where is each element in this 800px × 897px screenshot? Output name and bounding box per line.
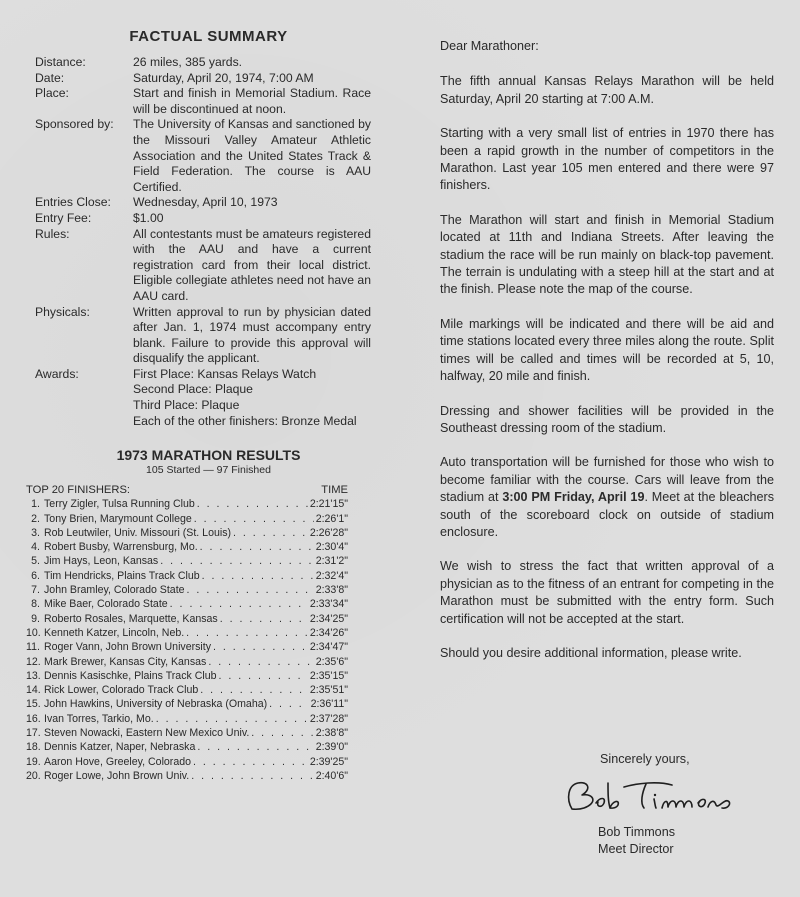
fact-place bbox=[26, 86, 371, 117]
result-time: 2:34'47" bbox=[309, 641, 348, 654]
fact-awards bbox=[26, 367, 371, 429]
result-time: 2:34'25" bbox=[309, 612, 348, 625]
signer-name: Bob Timmons bbox=[598, 825, 675, 839]
result-name: Jim Hays, Leon, Kansas bbox=[44, 555, 159, 568]
result-name: Dennis Katzer, Naper, Nebraska bbox=[44, 741, 196, 754]
letter-paragraph: Should you desire additional information, please write. bbox=[440, 645, 742, 660]
leader-dots bbox=[160, 554, 313, 568]
result-place: 12. bbox=[26, 655, 41, 668]
facts-list bbox=[26, 55, 371, 429]
award-item: Each of the other finishers: Bronze Medal bbox=[133, 413, 357, 428]
signer-title: Meet Director bbox=[598, 842, 674, 856]
result-time: 2:31'2" bbox=[315, 555, 348, 568]
result-name: John Hawkins, University of Nebraska (Omaha) bbox=[44, 698, 268, 711]
left-column bbox=[26, 28, 371, 783]
letter-closing: Sincerely yours, bbox=[600, 752, 690, 766]
fact-value: The University of Kansas and sanctioned by the Missouri Valley Amateur Athletic Association and the United States Track & Field Federation. The course is AAU Certified. bbox=[133, 117, 371, 194]
result-place: 4. bbox=[31, 541, 40, 554]
leader-dots bbox=[193, 755, 308, 769]
leader-dots bbox=[202, 569, 314, 583]
leader-dots bbox=[186, 626, 308, 640]
letter-greeting: Dear Marathoner: bbox=[440, 39, 539, 53]
result-name: Roger Vann, John Brown University bbox=[44, 641, 212, 654]
fact-label: Place: bbox=[35, 86, 69, 101]
fact-value: All contestants must be amateurs registered with the AAU and have a current registration card from their local district. Eligible collegiate athletes need not have an AAU card. bbox=[133, 226, 371, 303]
result-name: John Bramley, Colorado State bbox=[44, 584, 185, 597]
result-row bbox=[26, 655, 348, 669]
result-row bbox=[26, 497, 348, 511]
result-place: 6. bbox=[31, 569, 40, 582]
result-time: 2:40'6" bbox=[315, 769, 348, 782]
result-time: 2:38'8" bbox=[315, 727, 348, 739]
result-name: Terry Zigler, Tulsa Running Club bbox=[44, 498, 195, 511]
result-place: 17. bbox=[26, 727, 41, 739]
result-place: 10. bbox=[26, 626, 41, 639]
result-name: Dennis Kasischke, Plains Track Club bbox=[44, 669, 217, 682]
fact-label: Entry Fee: bbox=[35, 210, 92, 225]
leader-dots bbox=[197, 740, 313, 754]
result-row bbox=[26, 697, 348, 711]
letter-emphasis: 3:00 PM Friday, April 19 bbox=[502, 490, 645, 505]
leader-dots bbox=[219, 669, 308, 683]
result-place: 1. bbox=[31, 498, 40, 511]
result-row bbox=[26, 526, 348, 540]
leader-dots bbox=[170, 597, 308, 611]
result-row bbox=[26, 512, 348, 526]
result-time: 2:33'8" bbox=[315, 584, 348, 597]
result-row bbox=[26, 726, 348, 740]
result-time: 2:35'6" bbox=[315, 655, 348, 668]
result-row bbox=[26, 569, 348, 583]
result-row bbox=[26, 712, 348, 726]
result-row bbox=[26, 640, 348, 654]
fact-distance bbox=[26, 55, 371, 71]
summary-title: FACTUAL SUMMARY bbox=[129, 28, 288, 45]
result-name: Rob Leutwiler, Univ. Missouri (St. Louis) bbox=[44, 526, 232, 539]
result-name: Steven Nowacki, Eastern New Mexico Univ. bbox=[44, 727, 250, 739]
result-row bbox=[26, 669, 348, 683]
fact-value: Start and finish in Memorial Stadium. Race will be discontinued at noon. bbox=[133, 86, 371, 116]
leader-dots bbox=[156, 712, 308, 726]
result-row bbox=[26, 554, 348, 568]
result-place: 9. bbox=[31, 612, 40, 625]
fact-label: Entries Close: bbox=[35, 195, 111, 210]
result-name: Roger Lowe, John Brown Univ. bbox=[44, 769, 190, 782]
leader-dots bbox=[191, 769, 313, 783]
result-time: 2:26'28" bbox=[309, 526, 348, 539]
result-name: Tim Hendricks, Plains Track Club bbox=[44, 569, 200, 582]
results-header-label: TOP 20 FINISHERS: bbox=[26, 484, 131, 497]
fact-value: $1.00 bbox=[133, 210, 164, 225]
fact-value: 26 miles, 385 yards. bbox=[133, 55, 243, 69]
results-subtitle: 105 Started — 97 Finished bbox=[146, 464, 271, 477]
result-name: Robert Busby, Warrensburg, Mo. bbox=[44, 541, 198, 554]
result-row bbox=[26, 583, 348, 597]
letter-paragraph bbox=[440, 454, 774, 541]
result-row bbox=[26, 769, 348, 783]
fact-date bbox=[26, 71, 371, 87]
result-place: 7. bbox=[31, 584, 40, 597]
result-place: 15. bbox=[26, 698, 41, 711]
fact-label: Awards: bbox=[35, 366, 79, 381]
results-title: 1973 MARATHON RESULTS bbox=[116, 447, 301, 464]
result-place: 14. bbox=[26, 684, 41, 697]
result-place: 18. bbox=[26, 741, 41, 754]
result-place: 3. bbox=[31, 526, 40, 539]
result-row bbox=[26, 612, 348, 626]
result-time: 2:39'25" bbox=[309, 755, 348, 768]
result-time: 2:36'11" bbox=[310, 698, 348, 711]
leader-dots bbox=[213, 640, 308, 654]
fact-label: Sponsored by: bbox=[35, 117, 114, 132]
leader-dots bbox=[200, 540, 314, 554]
leader-dots bbox=[220, 612, 308, 626]
result-place: 5. bbox=[31, 555, 40, 568]
leader-dots bbox=[251, 726, 313, 740]
result-place: 20. bbox=[26, 769, 41, 782]
leader-dots bbox=[187, 583, 314, 597]
result-row bbox=[26, 683, 348, 697]
fact-entries-close bbox=[26, 195, 371, 211]
result-place: 19. bbox=[26, 755, 41, 768]
signature-image bbox=[558, 775, 738, 817]
leader-dots bbox=[194, 512, 314, 526]
result-time: 2:39'0" bbox=[315, 741, 348, 754]
result-time: 2:34'26" bbox=[309, 626, 348, 639]
result-row bbox=[26, 755, 348, 769]
fact-label: Date: bbox=[35, 70, 65, 85]
result-place: 11. bbox=[26, 641, 40, 654]
result-time: 2:35'51" bbox=[309, 684, 348, 697]
results-list bbox=[26, 497, 348, 783]
leader-dots bbox=[233, 526, 308, 540]
leader-dots bbox=[197, 497, 308, 511]
fact-value: Written approval to run by physician dated after Jan. 1, 1974 must accompany entry blank. Failure to provide this approval will disqualify the applicant. bbox=[133, 304, 371, 366]
result-place: 13. bbox=[26, 669, 41, 682]
result-row bbox=[26, 597, 348, 611]
fact-label: Physicals: bbox=[35, 304, 90, 319]
leader-dots bbox=[208, 655, 313, 669]
letter-paragraph: Starting with a very small list of entries in 1970 there has been a rapid growth in the number of competitors in the Marathon. Last year 105 men entered and there were 97 finishers. bbox=[440, 126, 774, 193]
letter-paragraph: Mile markings will be indicated and there will be aid and time stations located every three miles along the route. Split times will be called and times will be recorded at 5, 10, halfway, 20 mile and finish. bbox=[440, 316, 774, 384]
results-header-time: TIME bbox=[321, 484, 348, 497]
result-name: Tony Brien, Marymount College bbox=[44, 512, 192, 525]
result-row bbox=[26, 626, 348, 640]
fact-entry-fee bbox=[26, 211, 371, 227]
result-time: 2:35'15" bbox=[309, 669, 348, 682]
fact-sponsored-by bbox=[26, 117, 371, 195]
letter-paragraph: The Marathon will start and finish in Memorial Stadium located at 11th and Indiana Streets. After leaving the stadium the race will be run mainly on black-top pavement. The terrain is undulating with a steep hill at the start and at the finish. Please note the map of the course. bbox=[440, 212, 774, 297]
award-item: Third Place: Plaque bbox=[133, 398, 240, 413]
result-place: 2. bbox=[31, 512, 40, 525]
fact-value: Wednesday, April 10, 1973 bbox=[133, 195, 278, 210]
awards-list bbox=[133, 367, 371, 429]
result-name: Mark Brewer, Kansas City, Kansas bbox=[44, 655, 207, 668]
fact-rules bbox=[26, 227, 371, 305]
result-name: Aaron Hove, Greeley, Colorado bbox=[44, 755, 192, 768]
result-time: 2:26'1" bbox=[315, 512, 348, 525]
result-time: 2:33'34" bbox=[309, 598, 348, 611]
result-place: 8. bbox=[31, 598, 40, 611]
signer-block bbox=[598, 824, 675, 858]
letter-paragraph: The fifth annual Kansas Relays Marathon will be held Saturday, April 20 starting at 7:00 A.M. bbox=[440, 74, 774, 106]
result-row bbox=[26, 540, 348, 554]
fact-physicals bbox=[26, 305, 371, 367]
letter-paragraph: Dressing and shower facilities will be provided in the Southeast dressing room of the stadium. bbox=[440, 403, 774, 435]
letter-body bbox=[440, 38, 774, 662]
result-name: Rick Lower, Colorado Track Club bbox=[44, 684, 199, 697]
result-time: 2:30'4" bbox=[315, 541, 348, 554]
leader-dots bbox=[269, 697, 308, 711]
result-name: Mike Baer, Colorado State bbox=[44, 598, 168, 611]
award-item: First Place: Kansas Relays Watch bbox=[133, 366, 317, 381]
result-time: 2:37'28" bbox=[309, 712, 348, 725]
right-column bbox=[440, 38, 774, 679]
fact-label: Distance: bbox=[35, 55, 86, 69]
result-time: 2:32'4" bbox=[315, 569, 348, 582]
letter-text: Auto transportation will be furnished for those who wish to become familiar with the course. Cars will leave from the stadium at bbox=[440, 455, 774, 505]
result-name: Kenneth Katzer, Lincoln, Neb. bbox=[44, 626, 185, 639]
fact-label: Rules: bbox=[35, 226, 70, 241]
result-time: 2:21'15" bbox=[309, 498, 348, 511]
award-item: Second Place: Plaque bbox=[133, 382, 253, 397]
fact-value: Saturday, April 20, 1974, 7:00 AM bbox=[133, 70, 314, 85]
letter-paragraph: We wish to stress the fact that written approval of a physician as to the fitness of an entrant for competing in the Marathon must be submitted with the entry form. Such certification will not be accepted at the start. bbox=[440, 559, 774, 626]
result-name: Roberto Rosales, Marquette, Kansas bbox=[44, 612, 218, 625]
result-row bbox=[26, 740, 348, 754]
result-place: 16. bbox=[26, 712, 41, 725]
letter-text: . Meet at the bleachers south of the scoreboard clock on outside of stadium enclosure. bbox=[440, 490, 774, 539]
leader-dots bbox=[200, 683, 308, 697]
result-name: Ivan Torres, Tarkio, Mo. bbox=[44, 712, 154, 725]
results-header bbox=[26, 484, 348, 496]
